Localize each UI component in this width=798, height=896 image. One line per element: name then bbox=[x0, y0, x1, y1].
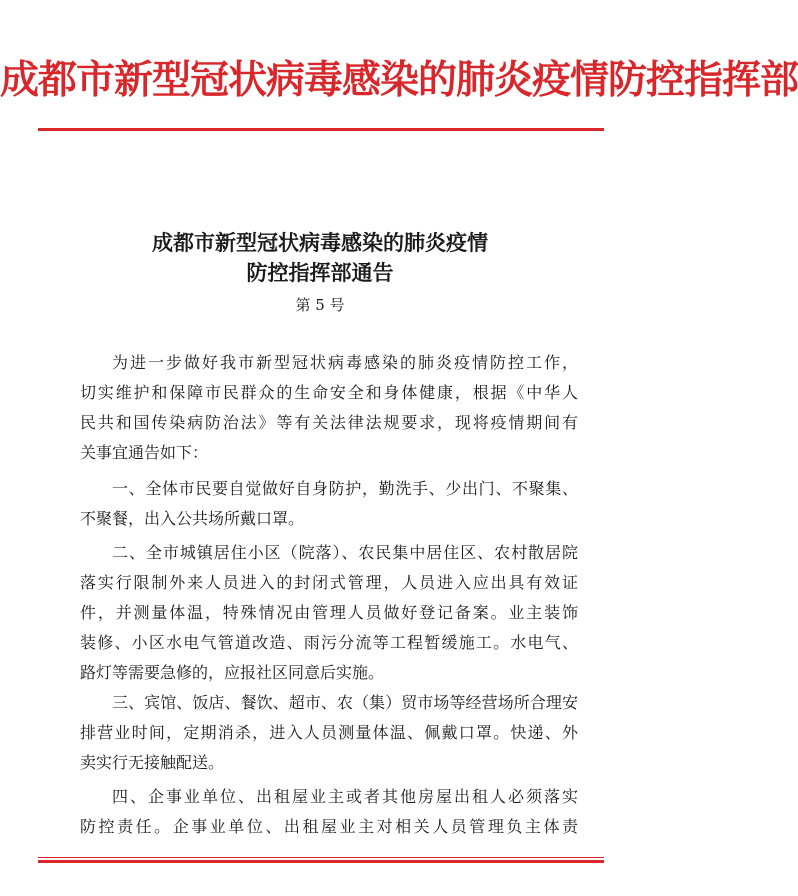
body-line-8: 落实行限制外来人员进入的封闭式管理，人员进入应出具有效证 bbox=[80, 573, 578, 592]
body-line-11: 路灯等需要急修的，应报社区同意后实施。 bbox=[80, 663, 385, 682]
document-title-line-2: 防控指挥部通告 bbox=[246, 260, 394, 285]
body-line-4: 关事宜通告如下： bbox=[80, 443, 209, 462]
body-line-10: 装修、小区水电气管道改造、雨污分流等工程暂缓施工。水电气、 bbox=[80, 633, 578, 652]
header-red-rule bbox=[38, 128, 604, 131]
body-line-13: 排营业时间，定期消杀，进入人员测量体温、佩戴口罩。快递、外 bbox=[80, 723, 578, 742]
issuing-authority-header: 成都市新型冠状病毒感染的肺炎疫情防控指挥部 bbox=[0, 57, 798, 103]
footer-thin-red-rule bbox=[38, 857, 604, 858]
body-line-7: 二、全市城镇居住小区（院落）、农民集中居住区、农村散居院 bbox=[112, 543, 578, 562]
body-line-16: 防控责任。企事业单位、出租屋业主对相关人员管理负主体责 bbox=[80, 817, 578, 836]
body-line-6: 不聚餐，出入公共场所戴口罩。 bbox=[80, 509, 305, 528]
body-line-15: 四、企事业单位、出租屋业主或者其他房屋出租人必须落实 bbox=[112, 787, 578, 806]
body-line-9: 件，并测量体温，特殊情况由管理人员做好登记备案。业主装饰 bbox=[80, 603, 578, 622]
footer-thick-red-rule bbox=[38, 860, 604, 863]
body-line-12: 三、宾馆、饭店、餐饮、超市、农（集）贸市场等经营场所合理安 bbox=[112, 693, 578, 712]
document-title-line-1: 成都市新型冠状病毒感染的肺炎疫情 bbox=[152, 230, 488, 255]
body-line-14: 卖实行无接触配送。 bbox=[80, 753, 225, 772]
body-line-5: 一、全体市民要自觉做好自身防护，勤洗手、少出门、不聚集、 bbox=[112, 479, 578, 498]
body-line-1: 为进一步做好我市新型冠状病毒感染的肺炎疫情防控工作， bbox=[112, 353, 578, 372]
body-line-3: 民共和国传染病防治法》等有关法律法规要求，现将疫情期间有 bbox=[80, 413, 578, 432]
document-number: 第 5 号 bbox=[295, 296, 345, 314]
body-line-2: 切实维护和保障市民群众的生命安全和身体健康，根据《中华人 bbox=[80, 383, 578, 402]
